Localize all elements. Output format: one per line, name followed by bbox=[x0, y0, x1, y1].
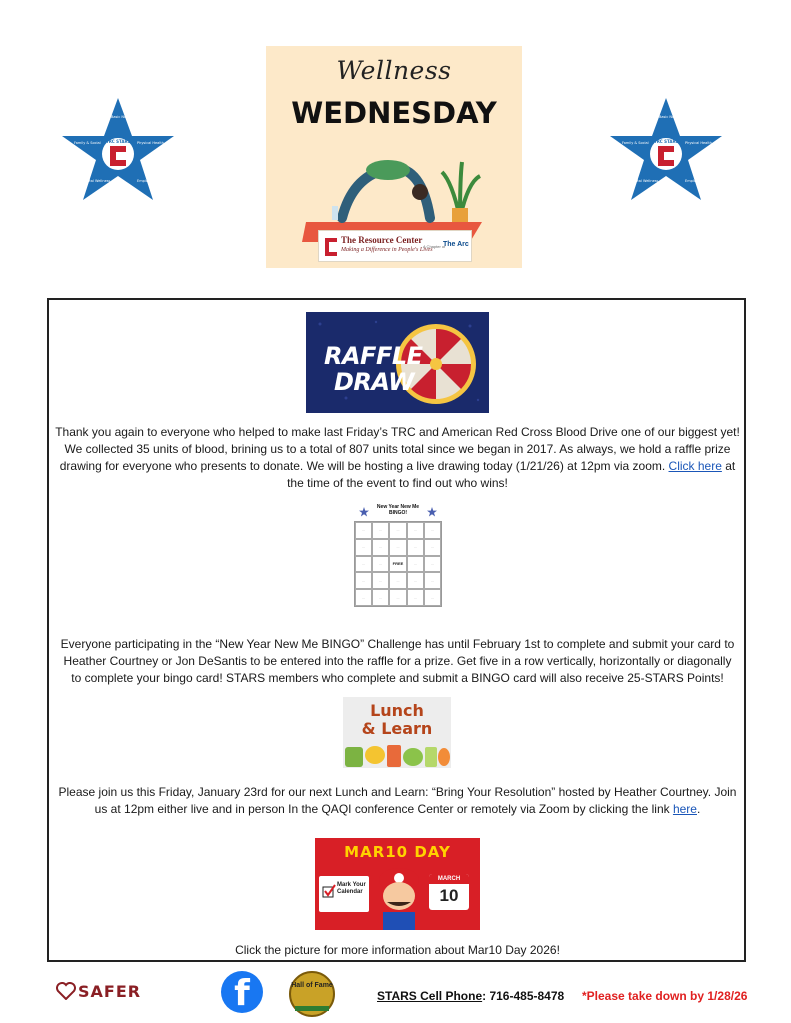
star-word-basic-needs: Basic Needs bbox=[111, 115, 133, 119]
bingo-cell: ··· bbox=[424, 589, 441, 606]
lunch-text-before: Please join us this Friday, January 23rd for our next Lunch and Learn: “Bring Your Resolution” hosted by Heather Courtney. Join us at 12pm either live and in person In the QAQI conference Center or remotely via Zoom by clicking the link bbox=[58, 785, 737, 816]
the-arc-logo: The Arc bbox=[443, 241, 469, 248]
lunch-and-learn-image[interactable] bbox=[343, 697, 451, 768]
lunch-here-link[interactable]: here bbox=[672, 802, 697, 816]
bingo-cell: ··· bbox=[407, 539, 424, 556]
heart-icon bbox=[56, 982, 76, 1000]
bingo-cell: ··· bbox=[389, 589, 406, 606]
star-icon bbox=[359, 507, 369, 517]
raffle-click-here-link[interactable]: Click here bbox=[668, 459, 722, 473]
newsletter-content-box bbox=[47, 298, 746, 962]
lunch-text-after: . bbox=[696, 802, 701, 816]
bingo-cell: ··· bbox=[355, 589, 372, 606]
raffle-text-before: Thank you again to everyone who helped to make last Friday’s TRC and American Red Cross Blood Drive one of our biggest yet! We collected 35 units of blood, brining us to a total of 807 units total since we began in 2017. As always, we hold a raffle prize drawing for everyone who presents to donate. We will be hosting a live drawing today (1/21/26) at 12pm via zoom. bbox=[55, 425, 740, 473]
raffle-draw-image[interactable] bbox=[306, 312, 489, 413]
bingo-cell: ··· bbox=[424, 539, 441, 556]
bingo-free-cell: FREE bbox=[389, 556, 406, 573]
bingo-cell: ··· bbox=[424, 572, 441, 589]
hall-of-fame-logo bbox=[289, 971, 335, 1017]
stars-logo-right bbox=[608, 96, 724, 202]
phone-label: STARS Cell Phone bbox=[377, 989, 483, 1003]
facebook-icon[interactable] bbox=[221, 971, 263, 1013]
hall-of-fame-text: Hall of Fame bbox=[291, 982, 333, 989]
hall-of-fame-band bbox=[295, 1006, 329, 1011]
facebook-f-glyph: f bbox=[234, 973, 250, 1014]
bingo-cell: ··· bbox=[372, 572, 389, 589]
march-10-calendar bbox=[429, 874, 469, 910]
banner-title: WEDNESDAY bbox=[291, 96, 497, 130]
bingo-cell: ··· bbox=[407, 556, 424, 573]
mario-day-image[interactable] bbox=[315, 838, 480, 930]
star-word-mental-wellness: Mental Wellness bbox=[82, 179, 111, 183]
bingo-cell: ··· bbox=[372, 522, 389, 539]
star-center-label: TRC STARS bbox=[654, 139, 679, 144]
raffle-text-after: at the time of the event to find out who wins! bbox=[287, 459, 736, 490]
bingo-paragraph: Everyone participating in the “New Year New Me BINGO” Challenge has until February 1st to complete and submit your card to Heather Courtney or Jon DeSantis to be entered into the raffle for a prize. Get five in a row vertically, horizontally or diagonally to complete your bingo card! STARS members who complete and submit a BINGO card will also receive 25-STARS Points! bbox=[60, 637, 735, 685]
bingo-cell: ··· bbox=[355, 539, 372, 556]
bingo-cell: ··· bbox=[355, 522, 372, 539]
bingo-cell: ··· bbox=[389, 539, 406, 556]
star-word-physical-health: Physical Health bbox=[685, 141, 712, 145]
safer-logo-text: SAFER bbox=[78, 982, 142, 1001]
chapter-of-label: A Chapter of bbox=[423, 244, 446, 249]
bingo-cell: ··· bbox=[424, 522, 441, 539]
checkbox-icon bbox=[322, 884, 336, 898]
star-word-employment: Employment bbox=[685, 179, 708, 183]
mark-your-calendar-text: Mark Your Calendar bbox=[337, 882, 366, 895]
star-word-mental-wellness: Mental Wellness bbox=[630, 179, 659, 183]
lunch-paragraph bbox=[53, 784, 742, 818]
bingo-cell: ··· bbox=[355, 556, 372, 573]
bingo-cell: ··· bbox=[389, 572, 406, 589]
wellness-wednesday-banner bbox=[266, 46, 522, 268]
stars-cell-phone bbox=[377, 989, 564, 1003]
mark-your-calendar-card bbox=[319, 876, 369, 912]
stars-logo-left bbox=[60, 96, 176, 202]
bingo-cell: ··· bbox=[372, 589, 389, 606]
raffle-image-line2: DRAW bbox=[334, 368, 415, 396]
safer-logo bbox=[56, 980, 188, 1010]
banner-script-title: Wellness bbox=[336, 56, 452, 85]
star-word-basic-needs: Basic Needs bbox=[659, 115, 681, 119]
food-illustration bbox=[343, 741, 451, 768]
lunch-image-line2: & Learn bbox=[361, 719, 433, 738]
mario-paragraph: Click the picture for more information about Mar10 Day 2026! bbox=[235, 943, 560, 957]
bingo-cell: ··· bbox=[407, 589, 424, 606]
bingo-grid bbox=[354, 521, 442, 607]
bingo-card-image[interactable] bbox=[353, 503, 443, 609]
bingo-cell: ··· bbox=[407, 522, 424, 539]
bingo-image-title: New Year New Me BINGO! bbox=[376, 504, 420, 516]
bingo-cell: ··· bbox=[407, 572, 424, 589]
star-word-employment: Employment bbox=[137, 179, 160, 183]
bingo-cell: ··· bbox=[372, 539, 389, 556]
calendar-day: 10 bbox=[439, 886, 459, 905]
bingo-cell: ··· bbox=[372, 556, 389, 573]
mario-image-title: MAR10 DAY bbox=[344, 843, 451, 861]
star-icon bbox=[427, 507, 437, 517]
mario-character-illustration bbox=[373, 866, 425, 930]
star-word-family-social: Family & Social bbox=[622, 141, 649, 145]
star-word-family-social: Family & Social bbox=[74, 141, 101, 145]
footer bbox=[0, 968, 791, 1023]
bingo-cell: ··· bbox=[389, 522, 406, 539]
bingo-cell: ··· bbox=[355, 572, 372, 589]
lunch-image-line1: Lunch bbox=[370, 701, 424, 720]
bingo-cell: ··· bbox=[424, 556, 441, 573]
resource-center-logo bbox=[318, 230, 472, 262]
take-down-notice: *Please take down by 1/28/26 bbox=[582, 989, 748, 1003]
star-word-physical-health: Physical Health bbox=[137, 141, 164, 145]
raffle-paragraph bbox=[53, 424, 742, 492]
resource-center-name: The Resource Center bbox=[341, 235, 423, 245]
phone-number: : 716-485-8478 bbox=[482, 989, 565, 1003]
star-center-label: TRC STARS bbox=[106, 139, 131, 144]
raffle-image-line1: RAFFLE bbox=[324, 342, 423, 370]
calendar-month: MARCH bbox=[429, 874, 469, 884]
resource-center-tagline: Making a Difference in People's Lives bbox=[341, 247, 433, 253]
